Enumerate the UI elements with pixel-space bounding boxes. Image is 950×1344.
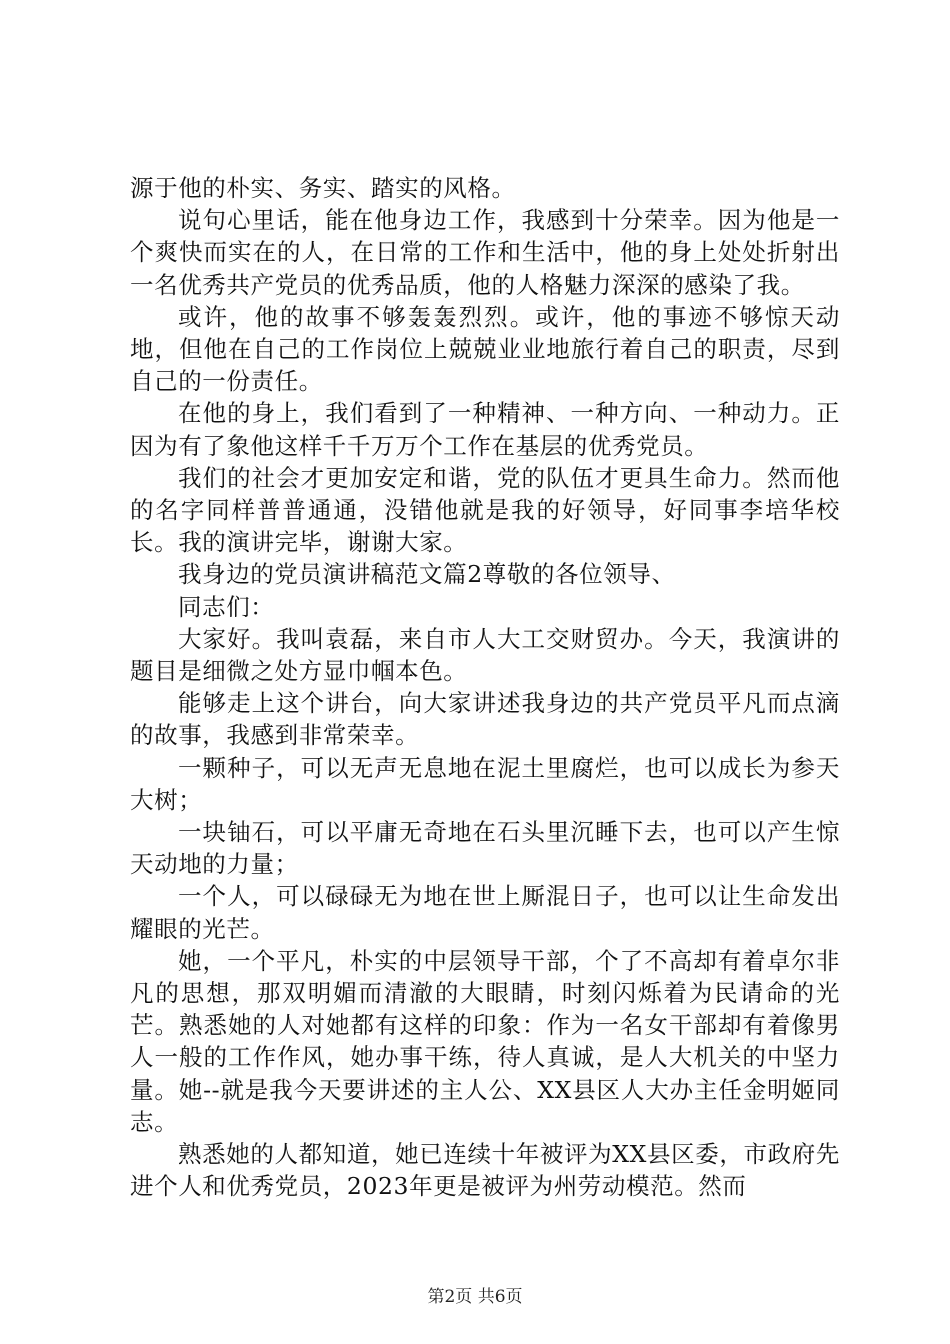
paragraph-8: 大家好。我叫袁磊，来自市人大工交财贸办。今天，我演讲的题目是细微之处方显巾帼本色。 xyxy=(130,624,840,686)
paragraph-1: 源于他的朴实、务实、踏实的风格。 xyxy=(130,174,516,202)
paragraph-12: 一个人，可以碌碌无为地在世上厮混日子，也可以让生命发出耀眼的光芒。 xyxy=(130,882,840,943)
paragraph-5: 我们的社会才更加安定和谐，党的队伍才更具生命力。然而他的名字同样普普通通，没错他就是我的好领导，好同事李培华校长。我的演讲完毕，谢谢大家。 xyxy=(130,463,840,557)
paragraph-7: 同志们： xyxy=(178,592,275,621)
paragraph-6: 我身边的党员演讲稿范文篇2尊敬的各位领导、 xyxy=(178,560,676,589)
page-footer: 第2页 共6页 xyxy=(427,1287,523,1307)
paragraph-2: 说句心里话，能在他身边工作，我感到十分荣幸。因为他是一个爽快而实在的人，在日常的工作和生活中，他的身上处处折射出一名优秀共产党员的优秀品质，他的人格魅力深深的感染了我。 xyxy=(130,206,840,299)
paragraph-9: 能够走上这个讲台，向大家讲述我身边的共产党员平凡而点滴的故事，我感到非常荣幸。 xyxy=(130,689,840,750)
paragraph-4: 在他的身上，我们看到了一种精神、一种方向、一种动力。正因为有了象他这样千千万万个工作在基层的优秀党员。 xyxy=(130,399,840,460)
paragraph-13: 她，一个平凡，朴实的中层领导干部，个了不高却有着卓尔非凡的思想，那双明媚而清澈的大眼睛，时刻闪烁着为民请命的光芒。熟悉她的人对她都有这样的印象：作为一名女干部却有着像男人一般的工作作风，她办事干练，待人真诚，是人大机关的中坚力量。她--就是我今天要讲述的主人公、XX县区人大办主任金明姬同志。 xyxy=(130,946,840,1136)
paragraph-10: 一颗种子，可以无声无息地在泥土里腐烂，也可以成长为参天大树； xyxy=(130,753,840,814)
paragraph-11: 一块铀石，可以平庸无奇地在石头里沉睡下去，也可以产生惊天动地的力量； xyxy=(130,818,840,879)
paragraph-3: 或许，他的故事不够轰轰烈烈。或许，他的事迹不够惊天动地，但他在自己的工作岗位上兢兢业业地旅行着自己的职责，尽到自己的一份责任。 xyxy=(130,302,840,396)
document-body xyxy=(130,172,840,1203)
paragraph-14: 熟悉她的人都知道，她已连续十年被评为XX县区委，市政府先进个人和优秀党员，2023年更是被评为州劳动模范。然而 xyxy=(130,1140,840,1201)
